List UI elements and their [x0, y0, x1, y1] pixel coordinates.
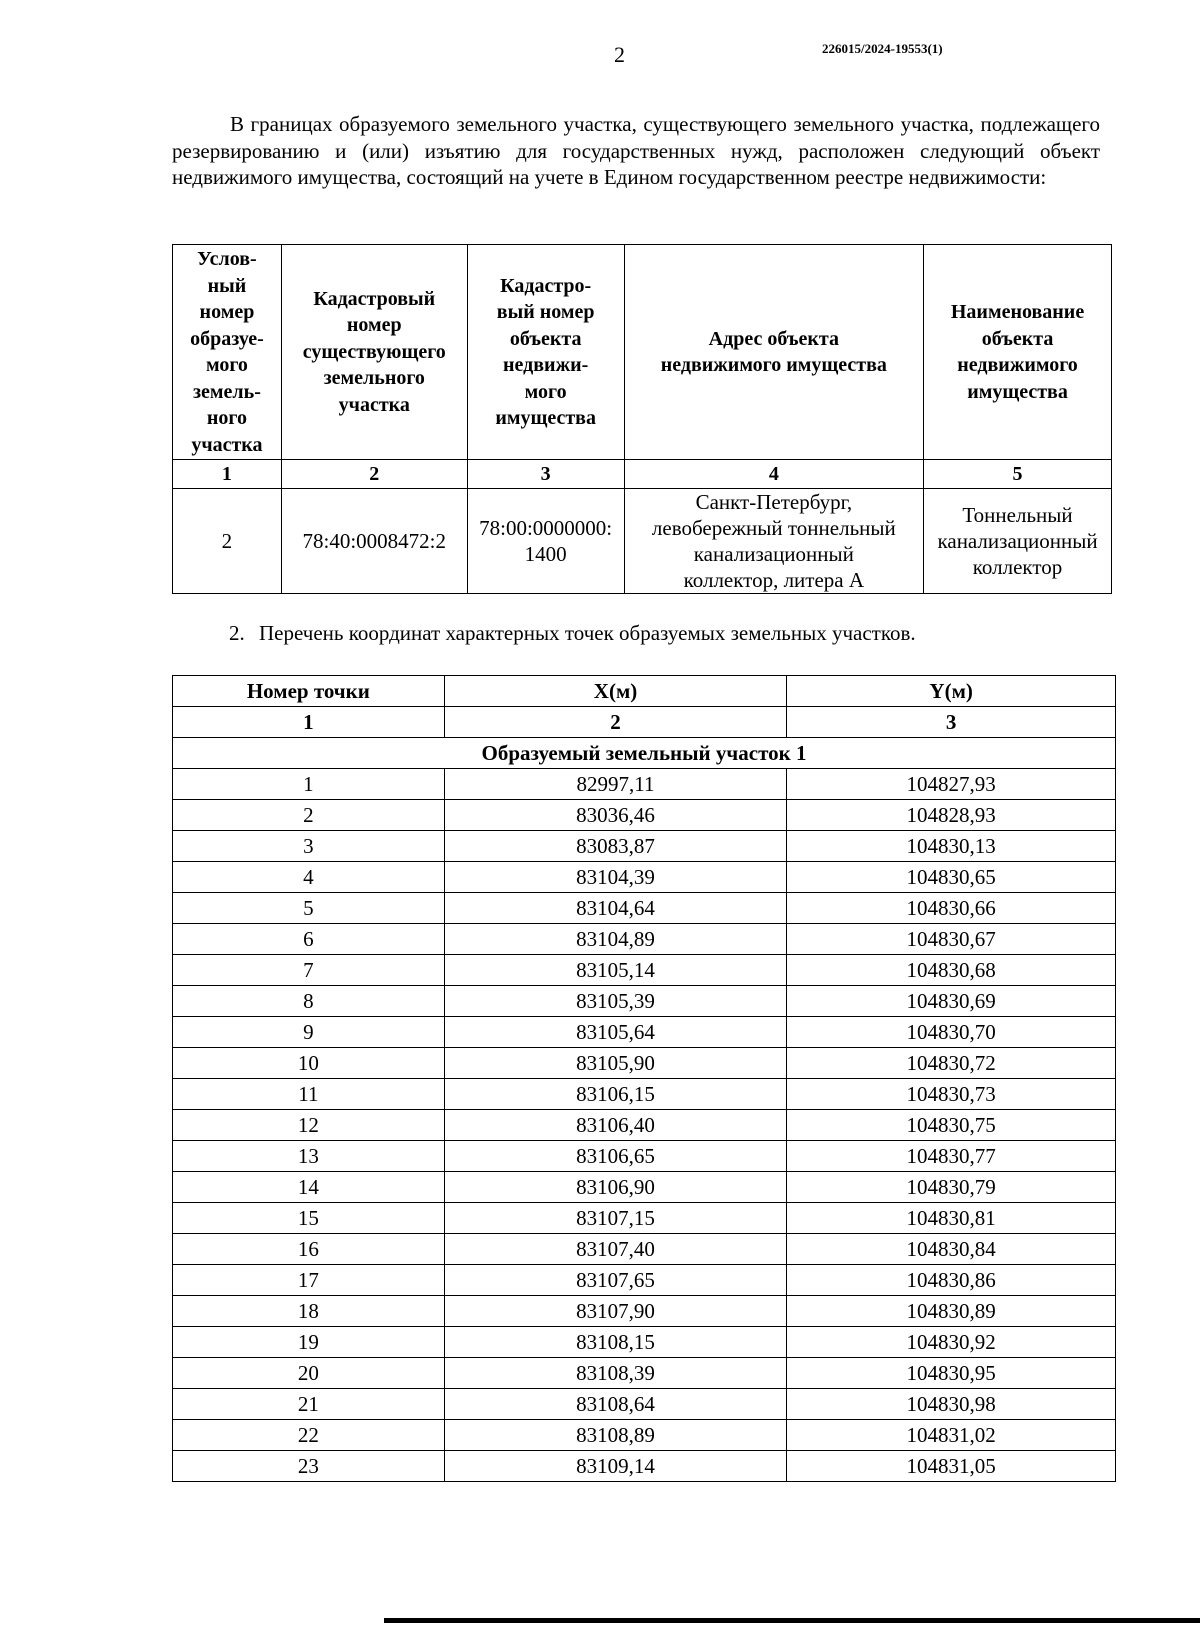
coordinates-table — [172, 675, 1116, 1482]
table-row — [173, 1420, 1116, 1451]
x-coordinate-cell: 83107,90 — [444, 1296, 787, 1327]
table1-cell: 2 — [173, 489, 282, 594]
intro-paragraph: В границах образуемого земельного участка, существующего земельного участка, подлежащего резервированию и (или) изъятию для государственных нужд, расположен следующий объект недвижимого имущества, состоящий на учете в Едином государственном реестре недвижимости: — [172, 112, 1100, 189]
table-row — [173, 1048, 1116, 1079]
x-coordinate-cell: 83104,89 — [444, 924, 787, 955]
table1-column-number-row — [173, 460, 1112, 489]
bottom-divider — [384, 1618, 1200, 1623]
table2-subheader-row — [173, 738, 1116, 769]
point-number-cell: 8 — [173, 986, 445, 1017]
land-plot-subheader: Образуемый земельный участок 1 — [173, 738, 1116, 769]
table1-column-number: 4 — [624, 460, 923, 489]
table2-column-number: 2 — [444, 707, 787, 738]
y-coordinate-cell: 104830,95 — [787, 1358, 1116, 1389]
table-row — [173, 1079, 1116, 1110]
y-coordinate-cell: 104830,68 — [787, 955, 1116, 986]
y-coordinate-cell: 104830,84 — [787, 1234, 1116, 1265]
point-number-cell: 11 — [173, 1079, 445, 1110]
table-row — [173, 1017, 1116, 1048]
table1-column-number: 1 — [173, 460, 282, 489]
y-coordinate-cell: 104827,93 — [787, 769, 1116, 800]
table1-column-number: 3 — [467, 460, 624, 489]
x-coordinate-cell: 83107,15 — [444, 1203, 787, 1234]
y-coordinate-cell: 104830,86 — [787, 1265, 1116, 1296]
x-coordinate-cell: 83106,90 — [444, 1172, 787, 1203]
y-coordinate-cell: 104830,66 — [787, 893, 1116, 924]
y-coordinate-cell: 104830,98 — [787, 1389, 1116, 1420]
point-number-cell: 22 — [173, 1420, 445, 1451]
x-coordinate-cell: 83104,39 — [444, 862, 787, 893]
y-coordinate-cell: 104830,75 — [787, 1110, 1116, 1141]
table1-header-cell: Кадастро- вый номер объекта недвижи- мого имущества — [467, 245, 624, 460]
table-row — [173, 893, 1116, 924]
table1-header-row — [173, 245, 1112, 460]
y-coordinate-cell: 104830,77 — [787, 1141, 1116, 1172]
x-coordinate-cell: 82997,11 — [444, 769, 787, 800]
table-row — [173, 1172, 1116, 1203]
x-coordinate-cell: 83105,14 — [444, 955, 787, 986]
point-number-cell: 12 — [173, 1110, 445, 1141]
table-row — [173, 862, 1116, 893]
y-coordinate-cell: 104830,13 — [787, 831, 1116, 862]
table1-cell: Санкт-Петербург, левобережный тоннельный канализационный коллектор, литера А — [624, 489, 923, 594]
x-coordinate-cell: 83106,15 — [444, 1079, 787, 1110]
table1-header-cell: Адрес объекта недвижимого имущества — [624, 245, 923, 460]
x-coordinate-cell: 83083,87 — [444, 831, 787, 862]
table-row — [173, 924, 1116, 955]
table1-column-number: 2 — [281, 460, 467, 489]
y-coordinate-cell: 104831,02 — [787, 1420, 1116, 1451]
point-number-cell: 21 — [173, 1389, 445, 1420]
section-number: 2. — [229, 621, 245, 645]
point-number-cell: 2 — [173, 800, 445, 831]
y-coordinate-cell: 104830,70 — [787, 1017, 1116, 1048]
table2-column-number: 1 — [173, 707, 445, 738]
table-row — [173, 955, 1116, 986]
point-number-cell: 17 — [173, 1265, 445, 1296]
y-coordinate-cell: 104830,81 — [787, 1203, 1116, 1234]
y-coordinate-cell: 104830,72 — [787, 1048, 1116, 1079]
y-coordinate-cell: 104831,05 — [787, 1451, 1116, 1482]
table-row — [173, 1389, 1116, 1420]
x-coordinate-cell: 83109,14 — [444, 1451, 787, 1482]
point-number-cell: 10 — [173, 1048, 445, 1079]
table-row — [173, 986, 1116, 1017]
y-coordinate-cell: 104830,89 — [787, 1296, 1116, 1327]
x-coordinate-cell: 83105,39 — [444, 986, 787, 1017]
point-number-cell: 20 — [173, 1358, 445, 1389]
table2-header-cell: Номер точки — [173, 676, 445, 707]
point-number-cell: 9 — [173, 1017, 445, 1048]
table-row — [173, 831, 1116, 862]
y-coordinate-cell: 104830,65 — [787, 862, 1116, 893]
x-coordinate-cell: 83036,46 — [444, 800, 787, 831]
point-number-cell: 19 — [173, 1327, 445, 1358]
section-title: Перечень координат характерных точек образуемых земельных участков. — [259, 621, 916, 645]
point-number-cell: 4 — [173, 862, 445, 893]
document-id: 226015/2024-19553(1) — [822, 41, 943, 56]
point-number-cell: 23 — [173, 1451, 445, 1482]
point-number-cell: 1 — [173, 769, 445, 800]
y-coordinate-cell: 104830,69 — [787, 986, 1116, 1017]
x-coordinate-cell: 83108,39 — [444, 1358, 787, 1389]
point-number-cell: 6 — [173, 924, 445, 955]
x-coordinate-cell: 83107,40 — [444, 1234, 787, 1265]
x-coordinate-cell: 83106,65 — [444, 1141, 787, 1172]
table2-header-cell: Y(м) — [787, 676, 1116, 707]
table2-column-number-row — [173, 707, 1116, 738]
table1-header-cell: Наименование объекта недвижимого имущества — [924, 245, 1112, 460]
table1-cell: 78:00:0000000: 1400 — [467, 489, 624, 594]
table1-header-cell: Услов- ный номер образуе- мого земель- ного участка — [173, 245, 282, 460]
table-row — [173, 1358, 1116, 1389]
table2-column-number: 3 — [787, 707, 1116, 738]
y-coordinate-cell: 104830,67 — [787, 924, 1116, 955]
x-coordinate-cell: 83107,65 — [444, 1265, 787, 1296]
table-row — [173, 1327, 1116, 1358]
table-row — [173, 1234, 1116, 1265]
point-number-cell: 18 — [173, 1296, 445, 1327]
table1-cell: Тоннельный канализационный коллектор — [924, 489, 1112, 594]
y-coordinate-cell: 104830,79 — [787, 1172, 1116, 1203]
table1-data-row — [173, 489, 1112, 594]
table1-header-cell: Кадастровый номер существующего земельного участка — [281, 245, 467, 460]
x-coordinate-cell: 83105,64 — [444, 1017, 787, 1048]
y-coordinate-cell: 104830,73 — [787, 1079, 1116, 1110]
real-estate-object-table — [172, 244, 1112, 594]
table1-column-number: 5 — [924, 460, 1112, 489]
table-row — [173, 1203, 1116, 1234]
x-coordinate-cell: 83108,15 — [444, 1327, 787, 1358]
table-row — [173, 1110, 1116, 1141]
point-number-cell: 5 — [173, 893, 445, 924]
point-number-cell: 13 — [173, 1141, 445, 1172]
table-row — [173, 1141, 1116, 1172]
point-number-cell: 7 — [173, 955, 445, 986]
table-row — [173, 1296, 1116, 1327]
point-number-cell: 14 — [173, 1172, 445, 1203]
table-row — [173, 1451, 1116, 1482]
point-number-cell: 16 — [173, 1234, 445, 1265]
table-row — [173, 1265, 1116, 1296]
x-coordinate-cell: 83108,89 — [444, 1420, 787, 1451]
table2-header-row — [173, 676, 1116, 707]
x-coordinate-cell: 83106,40 — [444, 1110, 787, 1141]
section-2-heading — [229, 621, 916, 646]
x-coordinate-cell: 83104,64 — [444, 893, 787, 924]
table-row — [173, 769, 1116, 800]
point-number-cell: 3 — [173, 831, 445, 862]
point-number-cell: 15 — [173, 1203, 445, 1234]
table1-cell: 78:40:0008472:2 — [281, 489, 467, 594]
y-coordinate-cell: 104830,92 — [787, 1327, 1116, 1358]
x-coordinate-cell: 83108,64 — [444, 1389, 787, 1420]
y-coordinate-cell: 104828,93 — [787, 800, 1116, 831]
table2-header-cell: X(м) — [444, 676, 787, 707]
page-number: 2 — [614, 42, 625, 67]
table-row — [173, 800, 1116, 831]
x-coordinate-cell: 83105,90 — [444, 1048, 787, 1079]
